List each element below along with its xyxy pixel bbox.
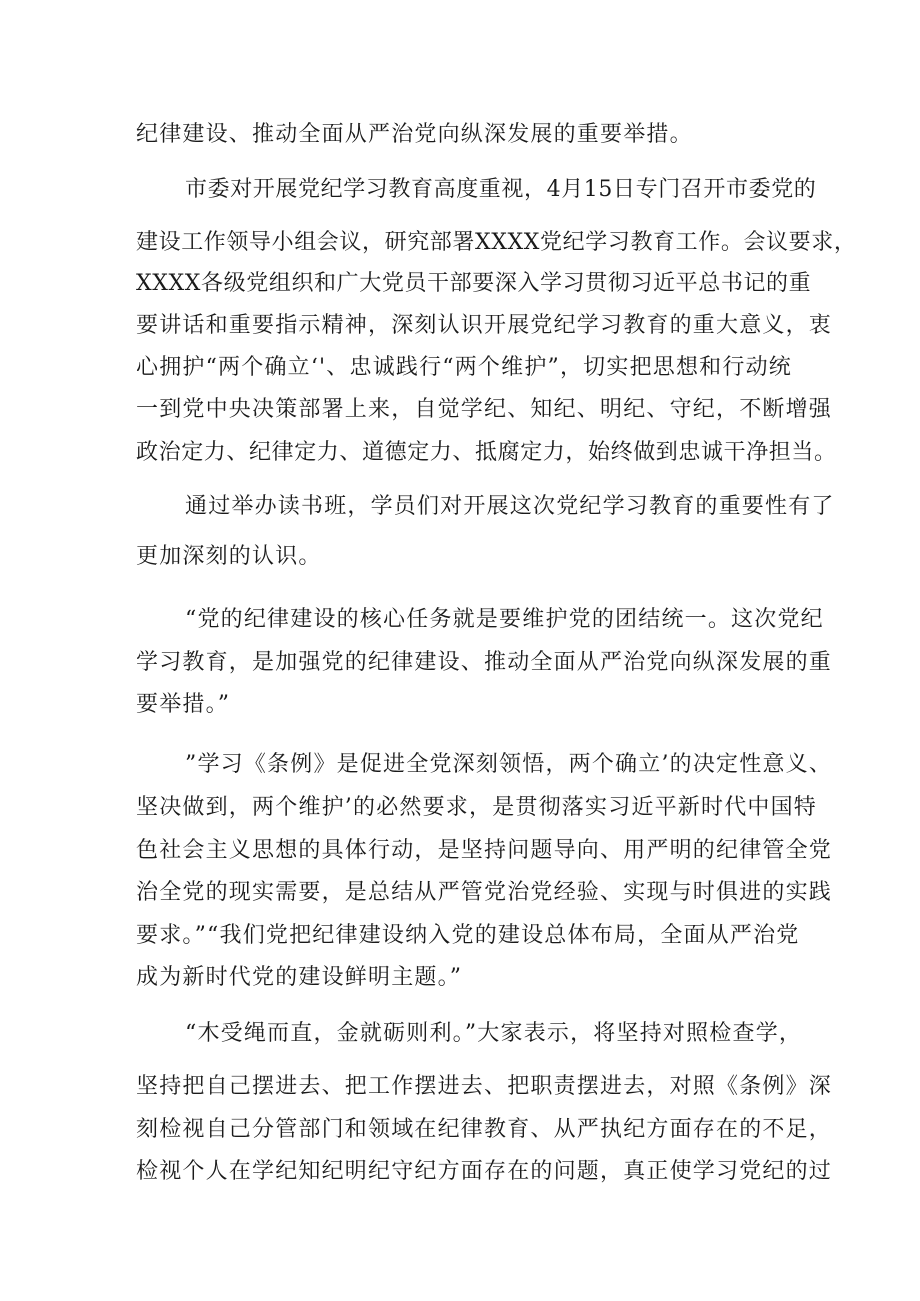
paragraph-line: ”学习《条例》是促进全党深刻领悟，两个确立’的决定性意义、 (185, 752, 833, 777)
paragraph-line: “党的纪律建设的核心任务就是要维护党的团结统一。这次党纪 (185, 607, 824, 632)
paragraph-line: 通过举办读书班，学员们对开展这次党纪学习教育的重要性有了 (185, 494, 835, 519)
paragraph-line: 一到党中央决策部署上来，自觉学纪、知纪、明纪、守纪，不断增强 (136, 397, 833, 422)
paragraph-line: 要讲话和重要指示精神，深刻认识开展党纪学习教育的重大意义，衷 (136, 313, 833, 338)
paragraph-line: 政治定力、纪律定力、道德定力、抵腐定力，始终做到忠诚干净担当。 (136, 440, 837, 465)
paragraph-line: 学习教育，是加强党的纪律建设、推动全面从严治党向纵深发展的重 (136, 650, 833, 675)
paragraph-line: 要举措。” (136, 692, 231, 717)
paragraph-line: 刻检视自己分管部门和领域在纪律教育、从严执纪方面存在的不足， (136, 1117, 833, 1142)
paragraph-line: XXXX各级党组织和广大党员干部要深入学习贯彻习近平总书记的重 (136, 271, 812, 296)
paragraph-line: “木受绳而直，金就砺则利。”大家表示，将坚持对照检查学， (185, 1021, 803, 1046)
paragraph-line: 市委对开展党纪学习教育高度重视，4月15日专门召开市委党的 (185, 177, 817, 202)
paragraph-line: 更加深刻的认识。 (136, 544, 322, 569)
paragraph-line: 坚持把自己摆进去、把工作摆进去、把职责摆进去，对照《条例》深 (136, 1074, 833, 1099)
paragraph-line: 治全党的现实需要，是总结从严管党治党经验、实现与时俱进的实践 (136, 880, 833, 905)
paragraph-line: 成为新时代党的建设鲜明主题。” (136, 965, 463, 990)
paragraph-line: 要求。”“我们党把纪律建设纳入党的建设总体布局，全面从严治党 (136, 923, 800, 948)
paragraph-line: 心拥护“两个确立‘'、忠诚践行“两个维护”，切实把思想和行动统 (136, 355, 792, 380)
paragraph-line: 检视个人在学纪知纪明纪守纪方面存在的问题，真正使学习党纪的过 (136, 1159, 833, 1184)
paragraph-line: 色社会主义思想的具体行动，是坚持问题导向、用严明的纪律管全党 (136, 838, 833, 863)
paragraph-line: 建设工作领导小组会议，研究部署XXXX党纪学习教育工作。会议要求， (136, 230, 857, 255)
paragraph-line: 坚决做到，两个维护’的必然要求，是贯彻落实习近平新时代中国特 (136, 795, 817, 820)
paragraph-line: 纪律建设、推动全面从严治党向纵深发展的重要举措。 (136, 122, 693, 147)
